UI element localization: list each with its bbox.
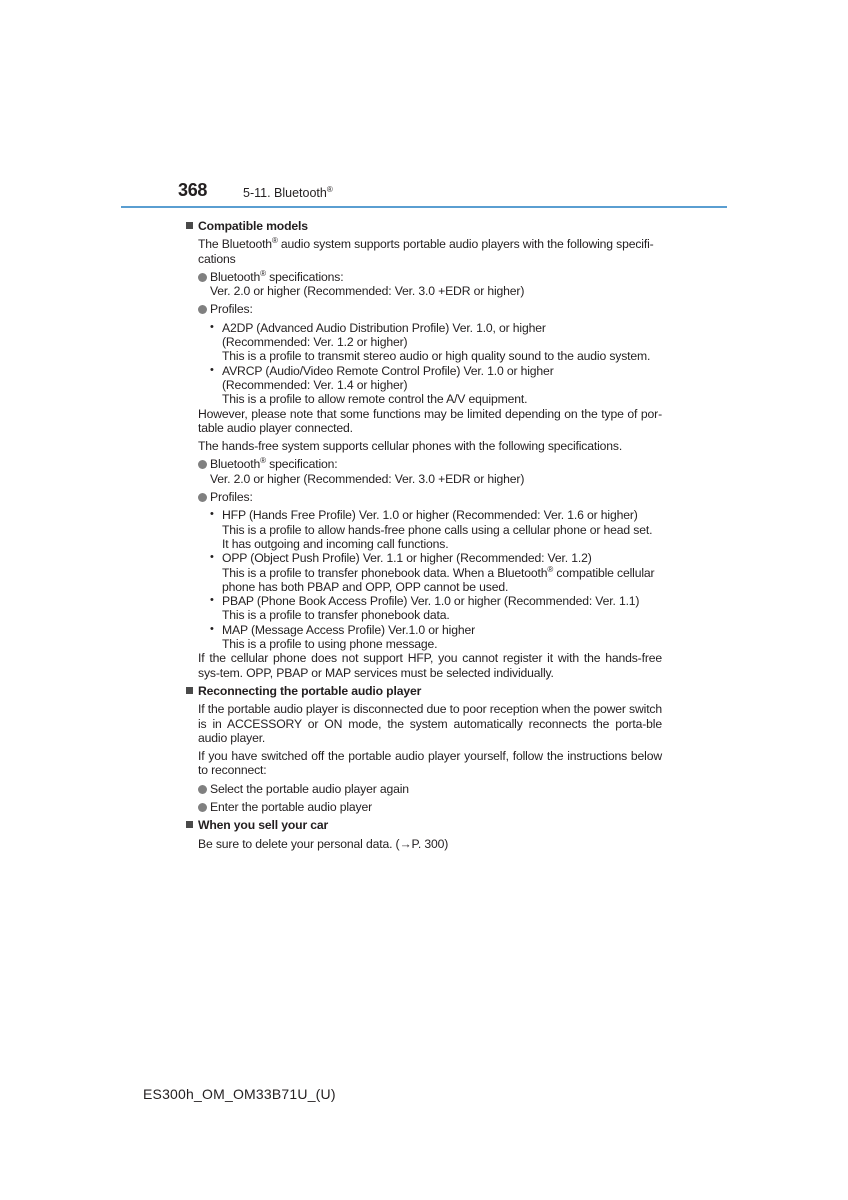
profile-item: • HFP (Hands Free Profile) Ver. 1.0 or higher (Recommended: Ver. 1.6 or higher) This is a profile to allow hands-free phone calls using a cellular phone or head set. It has outgoing and incoming call functions. <box>210 508 653 551</box>
list-item: Bluetooth® specification: Ver. 2.0 or higher (Recommended: Ver. 3.0 +EDR or higher) <box>198 457 662 486</box>
reconnect-paragraph: If the portable audio player is disconnected due to poor reception when the power switch is in ACCESSORY or ON mode, the system automatically reconnects the porta-ble audio player. <box>198 702 662 745</box>
dot-marker-icon: • <box>210 508 214 521</box>
list-item: Bluetooth® specifications: Ver. 2.0 or higher (Recommended: Ver. 3.0 +EDR or higher) <box>198 270 662 299</box>
list-item: Select the portable audio player again <box>198 782 662 796</box>
section-heading-compatible-models: Compatible models <box>186 219 662 233</box>
page-content <box>186 215 662 855</box>
handsfree-intro: The hands-free system supports cellular phones with the following specifications. <box>198 439 623 454</box>
page-number: 368 <box>178 180 208 200</box>
section-title: 5-11. Bluetooth® <box>243 185 333 200</box>
list-item: Profiles: <box>198 490 662 504</box>
header-divider <box>121 206 727 208</box>
dot-marker-icon: • <box>210 551 214 564</box>
dot-marker-icon: • <box>210 622 214 635</box>
profile-item: • A2DP (Advanced Audio Distribution Profile) Ver. 1.0, or higher (Recommended: Ver. 1.2 or higher) This is a profile to transmit stereo audio or high quality sound to the audio system. <box>210 320 651 364</box>
handsfree-profile-list <box>210 508 662 651</box>
round-bullet-icon <box>198 273 207 282</box>
round-bullet-icon <box>198 493 207 502</box>
list-item: Profiles: <box>198 302 662 316</box>
profile-item: • PBAP (Phone Book Access Profile) Ver. 1.0 or higher (Recommended: Ver. 1.1) This is a profile to transfer phonebook data. <box>210 594 640 623</box>
dot-marker-icon: • <box>210 594 214 607</box>
profile-item: • AVRCP (Audio/Video Remote Control Profile) Ver. 1.0 or higher (Recommended: Ver. 1.4 or higher) This is a profile to allow remote control the A/V equipment. <box>210 363 554 407</box>
round-bullet-icon <box>198 305 207 314</box>
round-bullet-icon <box>198 785 207 794</box>
reconnect-instructions: If you have switched off the portable audio player yourself, follow the instructions below to reconnect: <box>198 749 662 778</box>
handsfree-note: If the cellular phone does not support HFP, you cannot register it with the hands-free sys-tem. OPP, PBAP or MAP services must be selected individually. <box>198 651 662 680</box>
section-heading-reconnecting: Reconnecting the portable audio player <box>186 684 662 698</box>
square-bullet-icon <box>186 821 193 828</box>
profile-item: • OPP (Object Push Profile) Ver. 1.1 or higher (Recommended: Ver. 1.2) This is a profile to transfer phonebook data. When a Bluetooth® compatible cellular phone has both PBAP and OPP, OPP cannot be used. <box>210 551 655 594</box>
profile-list <box>210 321 662 407</box>
round-bullet-icon <box>198 460 207 469</box>
sell-car-paragraph: Be sure to delete your personal data. (→P. 300) <box>198 836 449 851</box>
note-paragraph: However, please note that some functions may be limited depending on the type of por-table audio player connected. <box>198 406 662 435</box>
document-code: ES300h_OM_OM33B71U_(U) <box>143 1086 336 1102</box>
list-item: Enter the portable audio player <box>198 800 662 814</box>
page-header <box>0 0 848 210</box>
square-bullet-icon <box>186 687 193 694</box>
square-bullet-icon <box>186 222 193 229</box>
round-bullet-icon <box>198 803 207 812</box>
profile-item: • MAP (Message Access Profile) Ver.1.0 or higher This is a profile to using phone message. <box>210 622 475 652</box>
dot-marker-icon: • <box>210 363 214 376</box>
registered-mark: ® <box>326 185 333 194</box>
intro-paragraph: The Bluetooth® audio system supports portable audio players with the following specifi-cations <box>198 236 654 266</box>
dot-marker-icon: • <box>210 320 214 333</box>
section-heading-sell-car: When you sell your car <box>186 818 662 832</box>
